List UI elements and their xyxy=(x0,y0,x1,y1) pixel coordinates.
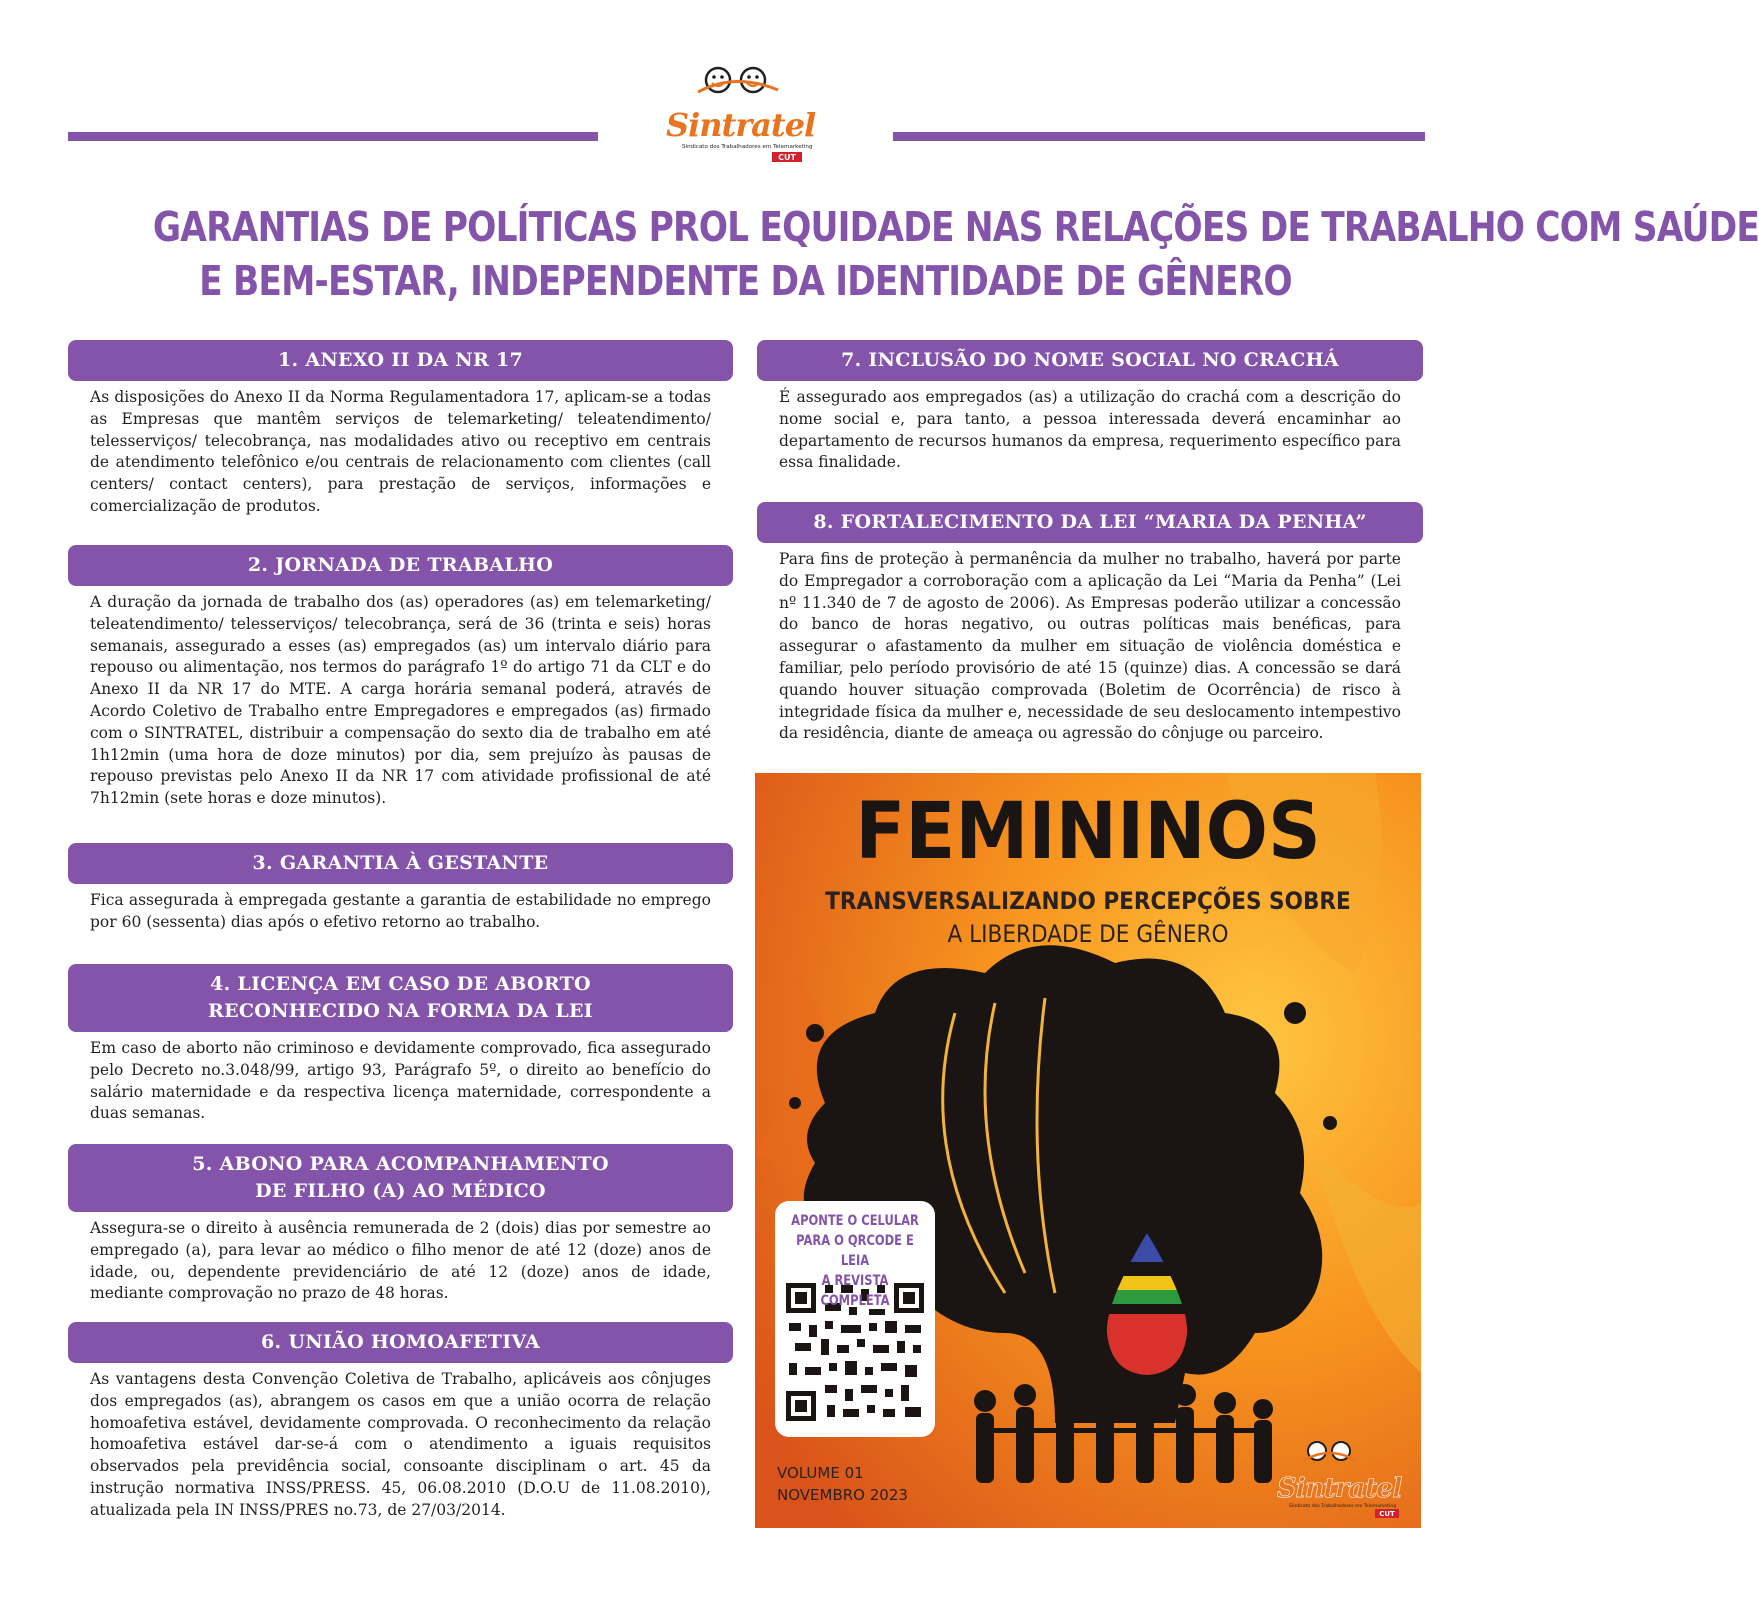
section-heading-line: 2. JORNADA DE TRABALHO xyxy=(247,554,554,576)
section-licenca-aborto xyxy=(68,964,733,1125)
section-heading xyxy=(68,340,733,381)
section-maria-da-penha xyxy=(757,502,1423,745)
section-heading-line: 7. INCLUSÃO DO NOME SOCIAL NO CRACHÁ xyxy=(841,349,1339,371)
section-heading-line: 4. LICENÇA EM CASO DE ABORTO xyxy=(210,973,591,995)
page-title xyxy=(152,200,1759,308)
section-text: É assegurado aos empregados (as) a utilização do crachá com a descrição do nome social e, para tanto, a pessoa interessada deverá encaminhar ao departamento de recursos humanos da empresa, requerimento específico para essa finalidade. xyxy=(779,388,1401,472)
cover-logo-subtitle: Sindicato dos Trabalhadores em Telemarketing xyxy=(1289,1504,1397,1509)
cover-subtitle-1: TRANSVERSALIZANDO PERCEPÇÕES SOBRE xyxy=(825,887,1351,915)
section-heading-line: RECONHECIDO NA FORMA DA LEI xyxy=(207,1000,593,1022)
section-heading xyxy=(68,1144,733,1212)
section-heading xyxy=(68,545,733,586)
smiley-faces-icon xyxy=(698,68,778,92)
section-gestante xyxy=(68,843,733,934)
section-text: Para fins de proteção à permanência da mulher no trabalho, haverá por parte do Empregador a corroboração com a aplicação da Lei “Maria da Penha” (Lei nº 11.340 de 7 de agosto de 2006). As Empresas poderão utilizar a concessão do banco de horas negativo, ou outras políticas mais benéficas, para assegurar o afastamento da mulher em situação de violência doméstica e familiar, pelo período provisório de até 15 (quinze) dias. A concessão se dará quando houver situação comprovada (Boletim de Ocorrência) de risco à integridade física da mulher e, necessidade de seu deslocamento intempestivo da residência, diante de ameaça ou agressão do cônjuge ou parceiro. xyxy=(779,550,1401,743)
qr-instruction-line: A REVISTA COMPLETA xyxy=(820,1273,890,1309)
cover-subtitle-2: A LIBERDADE DE GÊNERO xyxy=(947,920,1229,948)
header-rule-right xyxy=(893,132,1425,141)
cover-volume: VOLUME 01 xyxy=(777,1464,864,1482)
section-heading xyxy=(757,340,1423,381)
section-text: Fica assegurada à empregada gestante a garantia de estabilidade no emprego por 60 (sessenta) dias após o efetivo retorno ao trabalho. xyxy=(90,891,711,931)
section-heading xyxy=(68,843,733,884)
section-anexo-ii xyxy=(68,340,733,518)
section-heading xyxy=(757,502,1423,543)
qr-instruction-line: PARA O QRCODE E LEIA xyxy=(796,1233,914,1269)
section-heading-line: 3. GARANTIA À GESTANTE xyxy=(252,852,549,874)
section-heading-line: 8. FORTALECIMENTO DA LEI “MARIA DA PENHA” xyxy=(813,511,1367,533)
section-heading xyxy=(68,964,733,1032)
cover-logo-wordmark: Sintratel xyxy=(1277,1473,1402,1504)
section-heading-line: 1. ANEXO II DA NR 17 xyxy=(277,349,524,371)
qr-instruction-line: APONTE O CELULAR xyxy=(791,1213,919,1229)
page-title-line-1: GARANTIAS DE POLÍTICAS PROL EQUIDADE NAS RELAÇÕES DE TRABALHO COM SAÚDE xyxy=(152,203,1759,251)
section-uniao-homoafetiva xyxy=(68,1322,733,1522)
section-text: Em caso de aborto não criminoso e devidamente comprovado, fica assegurado pelo Decreto no.3.048/99, artigo 93, Parágrafo 5º, o direito ao benefício do salário maternidade e da respectiva licença maternidade, correspondente a duas semanas. xyxy=(90,1039,711,1123)
section-abono xyxy=(68,1144,733,1305)
section-nome-social xyxy=(757,340,1423,474)
section-heading xyxy=(68,1322,733,1363)
section-text: Assegura-se o direito à ausência remunerada de 2 (dois) dias por semestre ao empregado (a), para levar ao médico o filho menor de até 12 (doze) anos de idade, ou, dependente previdenciário de até 12 (doze) anos de idade, mediante comprovação no prazo de 48 horas. xyxy=(90,1219,711,1303)
cover-date: NOVEMBRO 2023 xyxy=(777,1486,908,1504)
qr-instructions xyxy=(789,1211,920,1311)
section-jornada xyxy=(68,545,733,810)
section-text: A duração da jornada de trabalho dos (as) operadores (as) em telemarketing/ teleatendimento/ telesserviços/ telecobrança, será de 36 (trinta e seis) horas semanais, assegurado a esses (as) empregados (as) um intervalo diário para repouso ou alimentação, nos termos do parágrafo 1º do artigo 71 da CLT e do Anexo II da NR 17 do MTE. A carga horária semanal poderá, através de Acordo Coletivo de Trabalho entre Empregadores e empregados (as) firmado com o SINTRATEL, distribuir a compensação do sexto dia de trabalho em até 1h12min (uma hora de doze minutos) por dia, sem prejuízo às pausas de repouso previstas pelo Anexo II da NR 17 com atividade profissional de até 7h12min (sete horas e doze minutos). xyxy=(90,593,711,808)
magazine-cover xyxy=(755,773,1421,1528)
section-text: As vantagens desta Convenção Coletiva de Trabalho, aplicáveis aos cônjuges dos empregados (as), abrangem os casos em que a união ocorra de relação homoafetiva estável, devidamente comprovada. O reconhecimento da relação homoafetiva estável dar-se-á com o atendimento a iguais requisitos observados pela previdência social, consoante disciplinam o art. 45 da instrução normativa INSS/PRESS. 45, 06.08.2010 (D.O.U de 11.08.2010), atualizada pela IN INSS/PRES no.73, de 27/03/2014. xyxy=(90,1370,711,1519)
logo-subtitle: Sindicato dos Trabalhadores em Telemarketing xyxy=(682,144,813,150)
cover-title: FEMININOS xyxy=(855,787,1321,877)
sintratel-logo xyxy=(660,62,820,172)
cut-badge-label: CUT xyxy=(778,153,796,162)
section-heading-line: 6. UNIÃO HOMOAFETIVA xyxy=(260,1331,540,1353)
section-heading-line: DE FILHO (A) AO MÉDICO xyxy=(255,1180,546,1202)
section-heading-line: 5. ABONO PARA ACOMPANHAMENTO xyxy=(192,1153,609,1175)
header-rule-left xyxy=(68,132,598,141)
page-title-line-2: E BEM-ESTAR, INDEPENDENTE DA IDENTIDADE DE GÊNERO xyxy=(199,257,1292,305)
section-text: As disposições do Anexo II da Norma Regulamentadora 17, aplicam-se a todas as Empresas que mantêm serviços de telemarketing/ teleatendimento/ telesserviços/ telecobrança, nas modalidades ativo ou receptivo em centrais de atendimento telefônico e/ou centrais de relacionamento com clientes (call centers/ contact centers), para prestação de serviços, informações e comercialização de produtos. xyxy=(90,388,711,515)
logo-wordmark: Sintratel xyxy=(666,106,816,144)
cover-cut-badge-label: CUT xyxy=(1379,1510,1395,1518)
